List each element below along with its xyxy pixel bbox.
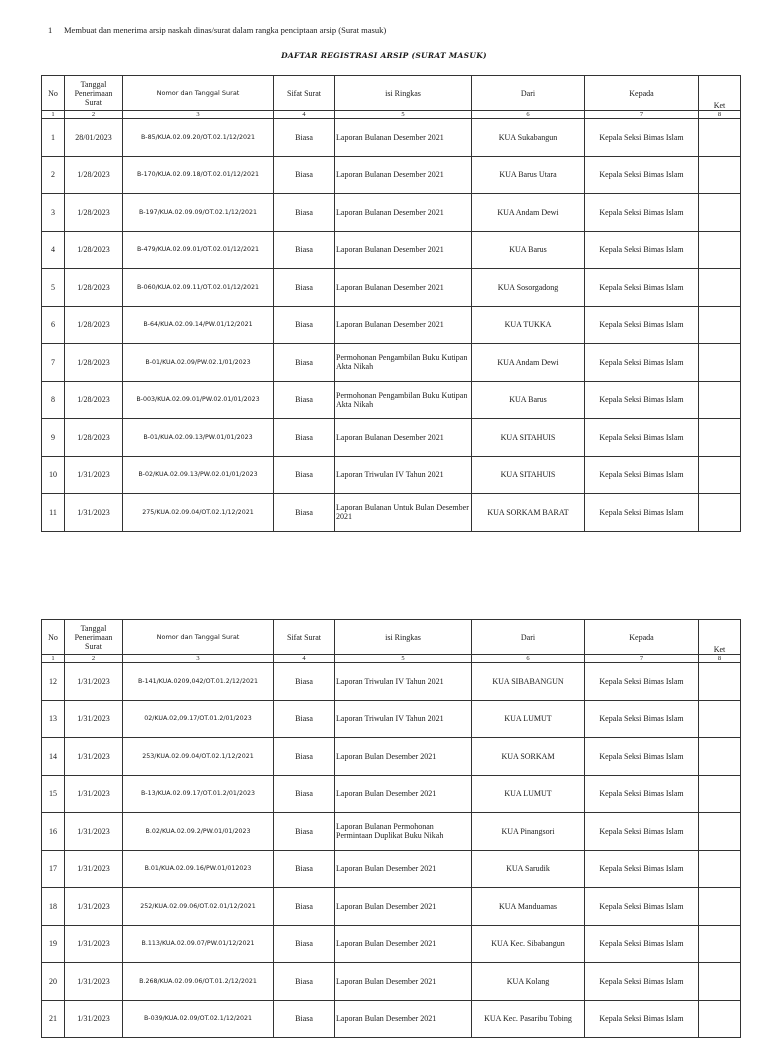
- column-index: 7: [585, 655, 699, 663]
- cell-tanggal: 28/01/2023: [65, 119, 123, 157]
- cell-dari: KUA Andam Dewi: [472, 194, 585, 232]
- table-row: [42, 344, 741, 382]
- cell-isi: Laporan Bulan Desember 2021: [335, 850, 472, 888]
- cell-ket: [699, 194, 741, 232]
- intro-line: [48, 25, 386, 35]
- cell-tanggal: 1/31/2023: [65, 494, 123, 532]
- column-index: 3: [123, 655, 274, 663]
- cell-sifat: Biasa: [274, 738, 335, 776]
- cell-sifat: Biasa: [274, 381, 335, 419]
- cell-sifat: Biasa: [274, 306, 335, 344]
- cell-ket: [699, 231, 741, 269]
- cell-ket: [699, 419, 741, 457]
- cell-no: 19: [42, 925, 65, 963]
- column-index: 7: [585, 111, 699, 119]
- table-row: [42, 494, 741, 532]
- cell-isi: Laporan Triwulan IV Tahun 2021: [335, 456, 472, 494]
- table-row: [42, 663, 741, 701]
- cell-no: 13: [42, 700, 65, 738]
- cell-isi: Laporan Bulanan Desember 2021: [335, 194, 472, 232]
- cell-nomor: B-060/KUA.02.09.11/OT.02.01/12/2021: [123, 269, 274, 307]
- cell-sifat: Biasa: [274, 925, 335, 963]
- col-header-dari: Dari: [472, 620, 585, 655]
- cell-kepada: Kepala Seksi Bimas Islam: [585, 775, 699, 813]
- cell-kepada: Kepala Seksi Bimas Islam: [585, 700, 699, 738]
- intro-number: 1: [48, 25, 53, 35]
- cell-isi: Laporan Bulanan Desember 2021: [335, 306, 472, 344]
- cell-sifat: Biasa: [274, 850, 335, 888]
- cell-tanggal: 1/31/2023: [65, 963, 123, 1001]
- cell-sifat: Biasa: [274, 269, 335, 307]
- column-index: 2: [65, 111, 123, 119]
- cell-isi: Laporan Bulanan Desember 2021: [335, 231, 472, 269]
- cell-kepada: Kepala Seksi Bimas Islam: [585, 850, 699, 888]
- cell-isi: Laporan Triwulan IV Tahun 2021: [335, 700, 472, 738]
- cell-kepada: Kepala Seksi Bimas Islam: [585, 738, 699, 776]
- cell-kepada: Kepala Seksi Bimas Islam: [585, 813, 699, 851]
- cell-tanggal: 1/28/2023: [65, 194, 123, 232]
- cell-no: 16: [42, 813, 65, 851]
- cell-sifat: Biasa: [274, 1000, 335, 1038]
- cell-sifat: Biasa: [274, 813, 335, 851]
- cell-ket: [699, 344, 741, 382]
- cell-ket: [699, 456, 741, 494]
- cell-dari: KUA TUKKA: [472, 306, 585, 344]
- cell-tanggal: 1/31/2023: [65, 775, 123, 813]
- cell-tanggal: 1/28/2023: [65, 381, 123, 419]
- cell-ket: [699, 738, 741, 776]
- cell-kepada: Kepala Seksi Bimas Islam: [585, 1000, 699, 1038]
- table-row: [42, 963, 741, 1001]
- cell-ket: [699, 888, 741, 926]
- header-row: [42, 76, 741, 111]
- column-index: 4: [274, 111, 335, 119]
- cell-kepada: Kepala Seksi Bimas Islam: [585, 925, 699, 963]
- cell-no: 10: [42, 456, 65, 494]
- cell-dari: KUA Barus: [472, 381, 585, 419]
- register-body-1: [42, 119, 741, 532]
- cell-kepada: Kepala Seksi Bimas Islam: [585, 231, 699, 269]
- column-index: 1: [42, 111, 65, 119]
- cell-isi: Laporan Bulanan Desember 2021: [335, 119, 472, 157]
- cell-isi: Permohonan Pengambilan Buku Kutipan Akta Nikah: [335, 381, 472, 419]
- column-index: 5: [335, 655, 472, 663]
- cell-sifat: Biasa: [274, 700, 335, 738]
- column-index: 1: [42, 655, 65, 663]
- cell-dari: KUA SITAHUIS: [472, 456, 585, 494]
- cell-dari: KUA LUMUT: [472, 700, 585, 738]
- cell-ket: [699, 494, 741, 532]
- cell-sifat: Biasa: [274, 194, 335, 232]
- cell-sifat: Biasa: [274, 775, 335, 813]
- cell-tanggal: 1/31/2023: [65, 813, 123, 851]
- column-index: 5: [335, 111, 472, 119]
- cell-tanggal: 1/28/2023: [65, 156, 123, 194]
- cell-kepada: Kepala Seksi Bimas Islam: [585, 663, 699, 701]
- cell-nomor: B-003/KUA.02.09.01/PW.02.01/01/2023: [123, 381, 274, 419]
- table-row: [42, 194, 741, 232]
- column-index: 6: [472, 655, 585, 663]
- column-index-row: [42, 111, 741, 119]
- column-index: 4: [274, 655, 335, 663]
- col-header-ket: Ket: [699, 76, 741, 111]
- cell-isi: Laporan Bulan Desember 2021: [335, 775, 472, 813]
- header-row: [42, 620, 741, 655]
- cell-nomor: B-64/KUA.02.09.14/PW.01/12/2021: [123, 306, 274, 344]
- cell-tanggal: 1/31/2023: [65, 850, 123, 888]
- cell-dari: KUA Barus: [472, 231, 585, 269]
- cell-nomor: B.268/KUA.02.09.06/OT.01.2/12/2021: [123, 963, 274, 1001]
- cell-no: 8: [42, 381, 65, 419]
- cell-no: 9: [42, 419, 65, 457]
- cell-isi: Permohonan Pengambilan Buku Kutipan Akta Nikah: [335, 344, 472, 382]
- cell-isi: Laporan Bulan Desember 2021: [335, 888, 472, 926]
- cell-kepada: Kepala Seksi Bimas Islam: [585, 269, 699, 307]
- cell-kepada: Kepala Seksi Bimas Islam: [585, 381, 699, 419]
- cell-tanggal: 1/31/2023: [65, 700, 123, 738]
- table-row: [42, 381, 741, 419]
- cell-tanggal: 1/28/2023: [65, 269, 123, 307]
- cell-kepada: Kepala Seksi Bimas Islam: [585, 306, 699, 344]
- table-row: [42, 925, 741, 963]
- col-header-ket: Ket: [699, 620, 741, 655]
- cell-kepada: Kepala Seksi Bimas Islam: [585, 456, 699, 494]
- col-header-kepada: Kepada: [585, 76, 699, 111]
- column-index: 2: [65, 655, 123, 663]
- cell-dari: KUA SORKAM BARAT: [472, 494, 585, 532]
- cell-dari: KUA Manduamas: [472, 888, 585, 926]
- cell-ket: [699, 663, 741, 701]
- cell-no: 20: [42, 963, 65, 1001]
- cell-isi: Laporan Bulan Desember 2021: [335, 1000, 472, 1038]
- cell-isi: Laporan Bulanan Desember 2021: [335, 419, 472, 457]
- cell-ket: [699, 813, 741, 851]
- table-row: [42, 419, 741, 457]
- cell-ket: [699, 156, 741, 194]
- col-header-tanggal: Tanggal Penerimaan Surat: [65, 76, 123, 111]
- col-header-no: No: [42, 620, 65, 655]
- cell-no: 21: [42, 1000, 65, 1038]
- cell-sifat: Biasa: [274, 494, 335, 532]
- cell-kepada: Kepala Seksi Bimas Islam: [585, 344, 699, 382]
- cell-kepada: Kepala Seksi Bimas Islam: [585, 194, 699, 232]
- cell-isi: Laporan Bulanan Desember 2021: [335, 269, 472, 307]
- cell-sifat: Biasa: [274, 963, 335, 1001]
- cell-sifat: Biasa: [274, 663, 335, 701]
- cell-dari: KUA Kec. Sibabangun: [472, 925, 585, 963]
- cell-tanggal: 1/31/2023: [65, 888, 123, 926]
- register-table-2: [41, 619, 741, 1038]
- cell-no: 5: [42, 269, 65, 307]
- cell-nomor: 275/KUA.02.09.04/OT.02.1/12/2021: [123, 494, 274, 532]
- table-row: [42, 813, 741, 851]
- cell-no: 2: [42, 156, 65, 194]
- cell-tanggal: 1/31/2023: [65, 738, 123, 776]
- table-row: [42, 888, 741, 926]
- col-header-tanggal: Tanggal Penerimaan Surat: [65, 620, 123, 655]
- cell-no: 11: [42, 494, 65, 532]
- cell-isi: Laporan Bulan Desember 2021: [335, 738, 472, 776]
- cell-isi: Laporan Bulan Desember 2021: [335, 963, 472, 1001]
- table-row: [42, 119, 741, 157]
- cell-kepada: Kepala Seksi Bimas Islam: [585, 419, 699, 457]
- cell-tanggal: 1/28/2023: [65, 419, 123, 457]
- cell-ket: [699, 269, 741, 307]
- cell-ket: [699, 381, 741, 419]
- cell-sifat: Biasa: [274, 156, 335, 194]
- cell-nomor: B-01/KUA.02.09.13/PW.01/01/2023: [123, 419, 274, 457]
- cell-no: 15: [42, 775, 65, 813]
- cell-isi: Laporan Bulanan Permohonan Permintaan Duplikat Buku Nikah: [335, 813, 472, 851]
- cell-dari: KUA SITAHUIS: [472, 419, 585, 457]
- cell-isi: Laporan Bulanan Desember 2021: [335, 156, 472, 194]
- cell-dari: KUA Sarudik: [472, 850, 585, 888]
- cell-sifat: Biasa: [274, 119, 335, 157]
- table-row: [42, 775, 741, 813]
- cell-no: 4: [42, 231, 65, 269]
- column-index: 8: [699, 655, 741, 663]
- column-index: 6: [472, 111, 585, 119]
- cell-dari: KUA Kec. Pasaribu Tobing: [472, 1000, 585, 1038]
- cell-no: 14: [42, 738, 65, 776]
- cell-dari: KUA SORKAM: [472, 738, 585, 776]
- col-header-nomor: Nomor dan Tanggal Surat: [123, 76, 274, 111]
- cell-nomor: B-85/KUA.02.09.20/OT.02.1/12/2021: [123, 119, 274, 157]
- cell-sifat: Biasa: [274, 344, 335, 382]
- cell-nomor: 02/KUA.02,09.17/OT.01.2/01/2023: [123, 700, 274, 738]
- cell-sifat: Biasa: [274, 231, 335, 269]
- cell-dari: KUA Andam Dewi: [472, 344, 585, 382]
- col-header-kepada: Kepada: [585, 620, 699, 655]
- table-row: [42, 231, 741, 269]
- cell-nomor: B-170/KUA.02.09.18/OT.02.01/12/2021: [123, 156, 274, 194]
- column-index: 3: [123, 111, 274, 119]
- cell-dari: KUA Sukabangun: [472, 119, 585, 157]
- cell-ket: [699, 119, 741, 157]
- cell-ket: [699, 963, 741, 1001]
- cell-dari: KUA Kolang: [472, 963, 585, 1001]
- cell-nomor: B-02/KUA.02.09.13/PW.02.01/01/2023: [123, 456, 274, 494]
- cell-tanggal: 1/28/2023: [65, 231, 123, 269]
- cell-nomor: B-13/KUA.02.09.17/OT.01.2/01/2023: [123, 775, 274, 813]
- cell-nomor: B-197/KUA.02.09.09/OT.02.1/12/2021: [123, 194, 274, 232]
- cell-ket: [699, 850, 741, 888]
- cell-isi: Laporan Bulanan Untuk Bulan Desember 2021: [335, 494, 472, 532]
- cell-no: 17: [42, 850, 65, 888]
- cell-nomor: B.02/KUA.02.09.2/PW.01/01/2023: [123, 813, 274, 851]
- cell-no: 18: [42, 888, 65, 926]
- col-header-sifat: Sifat Surat: [274, 76, 335, 111]
- cell-sifat: Biasa: [274, 888, 335, 926]
- cell-ket: [699, 306, 741, 344]
- cell-ket: [699, 925, 741, 963]
- intro-text: Membuat dan menerima arsip naskah dinas/surat dalam rangka penciptaan arsip (Surat masuk): [64, 25, 387, 35]
- cell-dari: KUA Pinangsori: [472, 813, 585, 851]
- cell-nomor: B-479/KUA.02.09.01/OT.02.01/12/2021: [123, 231, 274, 269]
- cell-no: 1: [42, 119, 65, 157]
- cell-tanggal: 1/28/2023: [65, 344, 123, 382]
- cell-sifat: Biasa: [274, 456, 335, 494]
- cell-nomor: B.113/KUA.02.09.07/PW.01/12/2021: [123, 925, 274, 963]
- table-row: [42, 850, 741, 888]
- table-row: [42, 306, 741, 344]
- table-row: [42, 738, 741, 776]
- column-index: 8: [699, 111, 741, 119]
- cell-tanggal: 1/31/2023: [65, 663, 123, 701]
- table-row: [42, 700, 741, 738]
- cell-isi: Laporan Triwulan IV Tahun 2021: [335, 663, 472, 701]
- cell-tanggal: 1/31/2023: [65, 925, 123, 963]
- cell-nomor: B-01/KUA.02.09/PW.02.1/01/2023: [123, 344, 274, 382]
- page-title: DAFTAR REGISTRASI ARSIP (SURAT MASUK): [281, 51, 487, 60]
- cell-ket: [699, 1000, 741, 1038]
- cell-kepada: Kepala Seksi Bimas Islam: [585, 888, 699, 926]
- cell-no: 7: [42, 344, 65, 382]
- col-header-no: No: [42, 76, 65, 111]
- col-header-isi: isi Ringkas: [335, 620, 472, 655]
- register-table-1: [41, 75, 741, 532]
- cell-nomor: B.01/KUA.02.09.16/PW.01/012023: [123, 850, 274, 888]
- cell-dari: KUA Sosorgadong: [472, 269, 585, 307]
- table-row: [42, 269, 741, 307]
- cell-dari: KUA SIBABANGUN: [472, 663, 585, 701]
- cell-nomor: 252/KUA.02.09.06/OT.02.01/12/2021: [123, 888, 274, 926]
- cell-no: 6: [42, 306, 65, 344]
- register-body-2: [42, 663, 741, 1038]
- cell-isi: Laporan Bulan Desember 2021: [335, 925, 472, 963]
- cell-tanggal: 1/31/2023: [65, 1000, 123, 1038]
- table-row: [42, 156, 741, 194]
- column-index-row: [42, 655, 741, 663]
- cell-tanggal: 1/31/2023: [65, 456, 123, 494]
- col-header-nomor: Nomor dan Tanggal Surat: [123, 620, 274, 655]
- col-header-isi: isi Ringkas: [335, 76, 472, 111]
- cell-kepada: Kepala Seksi Bimas Islam: [585, 156, 699, 194]
- cell-nomor: B-141/KUA.0209,042/OT.01.2/12/2021: [123, 663, 274, 701]
- cell-kepada: Kepala Seksi Bimas Islam: [585, 119, 699, 157]
- cell-ket: [699, 700, 741, 738]
- cell-kepada: Kepala Seksi Bimas Islam: [585, 963, 699, 1001]
- cell-tanggal: 1/28/2023: [65, 306, 123, 344]
- cell-dari: KUA Barus Utara: [472, 156, 585, 194]
- cell-nomor: 253/KUA.02.09.04/OT.02.1/12/2021: [123, 738, 274, 776]
- cell-no: 12: [42, 663, 65, 701]
- cell-sifat: Biasa: [274, 419, 335, 457]
- table-row: [42, 1000, 741, 1038]
- col-header-sifat: Sifat Surat: [274, 620, 335, 655]
- cell-no: 3: [42, 194, 65, 232]
- cell-kepada: Kepala Seksi Bimas Islam: [585, 494, 699, 532]
- cell-ket: [699, 775, 741, 813]
- cell-dari: KUA LUMUT: [472, 775, 585, 813]
- cell-nomor: B-039/KUA.02.09/OT.02.1/12/2021: [123, 1000, 274, 1038]
- col-header-dari: Dari: [472, 76, 585, 111]
- table-row: [42, 456, 741, 494]
